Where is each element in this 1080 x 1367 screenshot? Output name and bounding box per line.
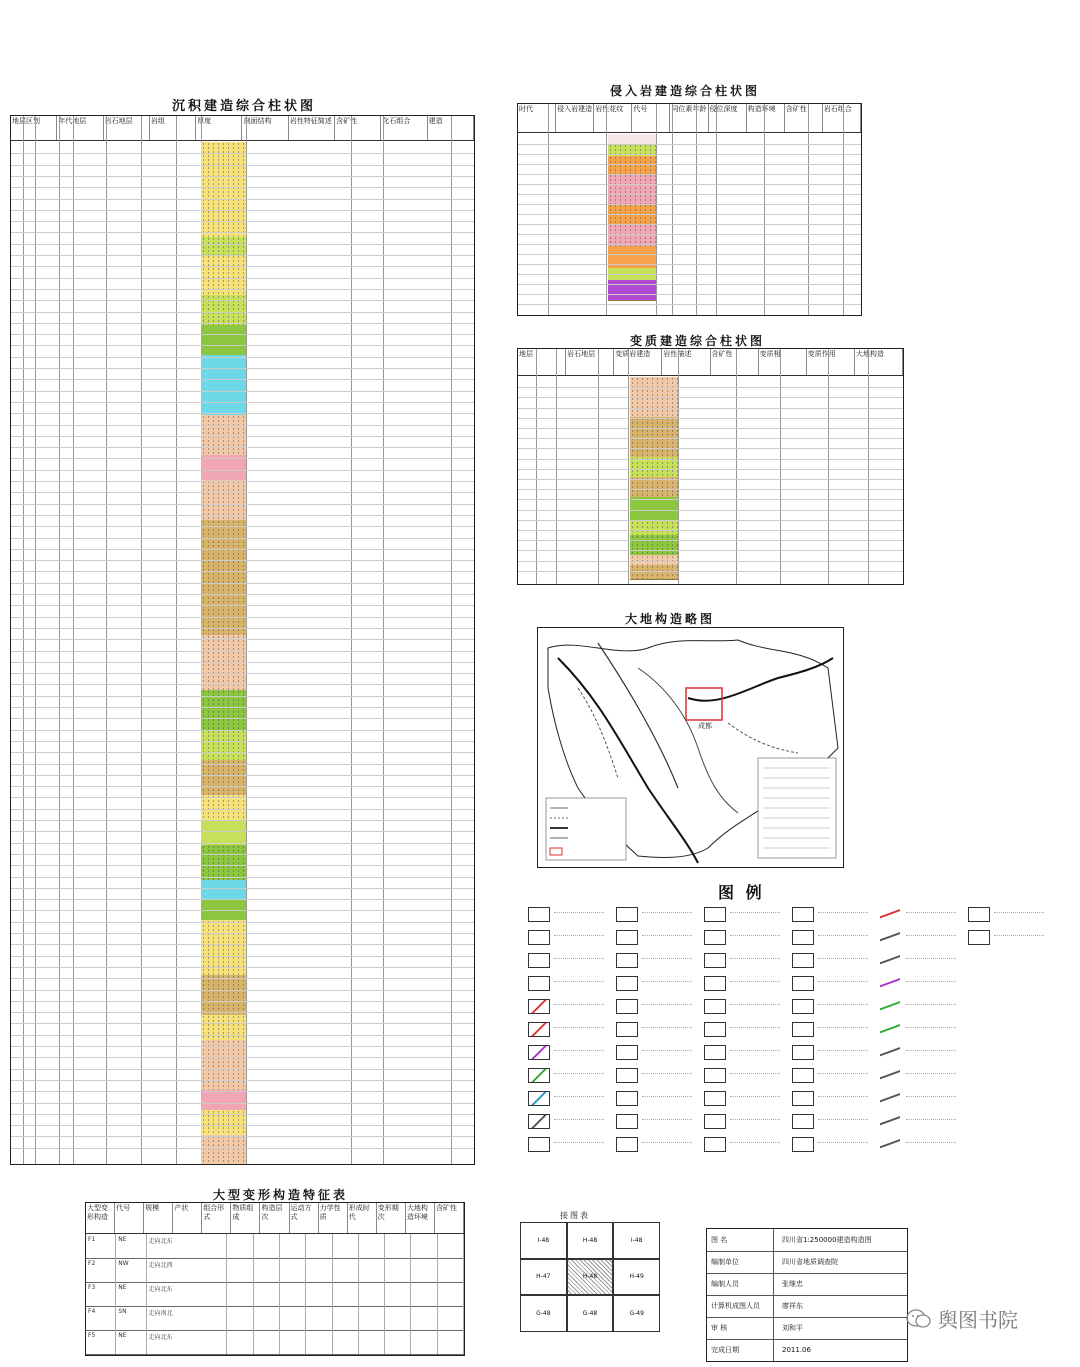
legend-symbol (616, 1137, 638, 1152)
legend-symbol (704, 953, 726, 968)
legend-symbol (704, 1022, 726, 1037)
intrusive-header-cell: 侵入岩建造 (556, 104, 594, 132)
legend-symbol (880, 1114, 900, 1127)
meta-header-cell: 含矿性 (711, 349, 759, 375)
sed-text-rows (11, 142, 474, 1164)
deform-header-cell: 含矿性 (435, 1203, 464, 1233)
tectonic-map-svg (538, 628, 843, 867)
index-map (520, 1211, 660, 1332)
deform-header-cell: 形成时代 (348, 1203, 377, 1233)
meta-header-cell: 岩性描述 (662, 349, 710, 375)
legend-grid (528, 907, 1068, 1157)
legend-symbol (792, 1137, 814, 1152)
legend-symbol (704, 1091, 726, 1106)
legend-symbol (792, 930, 814, 945)
legend-symbol (616, 1114, 638, 1129)
legend-symbol (616, 1045, 638, 1060)
legend-symbol (704, 976, 726, 991)
sed-header-cell: 地层区划 (11, 116, 57, 140)
tectonic-marker: 成都 (698, 722, 712, 730)
intrusive-header-cell: 代号 (632, 104, 670, 132)
legend-symbol (880, 930, 900, 943)
legend-symbol (704, 1045, 726, 1060)
intrusive-title: 侵入岩建造综合柱状图 (610, 84, 761, 98)
tectonic-title: 大地构造略图 (625, 612, 716, 626)
intrusive-header-cell: 同位素年龄 (670, 104, 708, 132)
legend-symbol (616, 1068, 638, 1083)
deform-header-cell: 大地构造环境 (406, 1203, 435, 1233)
intrusive-header-cell: 构造环境 (747, 104, 785, 132)
legend-symbol (704, 1114, 726, 1129)
legend-symbol (880, 999, 900, 1012)
legend-symbol (968, 907, 990, 922)
deform-header-cell: 力学性质 (319, 1203, 348, 1233)
intrusive-header-row (518, 104, 861, 133)
meta-header-row (518, 349, 903, 376)
deform-table-row: F3 NE 走向北东 (86, 1282, 464, 1307)
meta-title: 变质建造综合柱状图 (630, 334, 766, 348)
legend-symbol (616, 1022, 638, 1037)
legend-symbol (528, 1068, 550, 1083)
deform-table-row: F1 NE 走向北东 (86, 1234, 464, 1259)
legend-symbol (792, 907, 814, 922)
intrusive-header-cell: 时代 (518, 104, 556, 132)
intrusive-header-cell: 岩石组合 (823, 104, 861, 132)
legend-symbol (880, 953, 900, 966)
legend-symbol (792, 953, 814, 968)
legend-symbol (792, 976, 814, 991)
deform-table-row: F2 NW 走向北西 (86, 1258, 464, 1283)
sed-header-cell: 剖面结构 (242, 116, 288, 140)
legend-symbol (528, 953, 550, 968)
index-sheet: I-48 (520, 1222, 567, 1259)
deform-table-row: F5 NE 走向北东 (86, 1330, 464, 1355)
tectonic-map (537, 627, 844, 868)
index-sheet: H-48 (567, 1222, 614, 1259)
deform-header-cell: 大型变形构造 (86, 1203, 115, 1233)
legend-symbol (528, 1022, 550, 1037)
index-sheet: H-48 (567, 1259, 614, 1296)
legend-symbol (880, 1091, 900, 1104)
legend-symbol (880, 1068, 900, 1081)
legend-symbol (704, 1137, 726, 1152)
deform-header-cell: 组合形式 (202, 1203, 231, 1233)
credits-row: 编制人员 张继忠 (707, 1273, 907, 1296)
legend-symbol (792, 1091, 814, 1106)
legend-symbol (792, 1114, 814, 1129)
wechat-icon (906, 1308, 932, 1330)
deform-header-cell: 运动方式 (290, 1203, 319, 1233)
credits-row: 完成日期 2011.06 (707, 1339, 907, 1362)
sed-header-cell: 含矿性 (335, 116, 381, 140)
sed-header-cell: 化石组合 (381, 116, 427, 140)
meta-header-cell: 变质岩建造 (614, 349, 662, 375)
legend-symbol (704, 999, 726, 1014)
deform-header-cell: 规模 (144, 1203, 173, 1233)
meta-column-chart (517, 348, 904, 585)
meta-header-cell: 变质相 (759, 349, 807, 375)
legend-symbol (528, 1045, 550, 1060)
legend-symbol (792, 1022, 814, 1037)
intrusive-header-cell: 侵位深度 (709, 104, 747, 132)
sed-header-cell: 岩石地层 (104, 116, 150, 140)
sed-header-cell: 年代地层 (57, 116, 103, 140)
meta-header-cell: 岩石地层 (566, 349, 614, 375)
legend-symbol (616, 930, 638, 945)
index-sheet: G-48 (567, 1295, 614, 1332)
legend-symbol (528, 1114, 550, 1129)
legend-symbol (616, 1091, 638, 1106)
sed-header-cell: 建造 (428, 116, 474, 140)
legend-symbol (528, 999, 550, 1014)
legend-symbol (880, 1137, 900, 1150)
legend-symbol (792, 999, 814, 1014)
legend-symbol (880, 1022, 900, 1035)
deform-header-cell: 构造层次 (260, 1203, 289, 1233)
deform-header-cell: 产状 (173, 1203, 202, 1233)
index-title: 接图表 (560, 1211, 590, 1220)
intrusive-header-cell: 岩性花纹 (594, 104, 632, 132)
sed-header-cell: 厚度 (196, 116, 242, 140)
legend-symbol (528, 1137, 550, 1152)
deform-header-cell: 变形期次 (377, 1203, 406, 1233)
legend-symbol (528, 907, 550, 922)
legend-symbol (528, 1091, 550, 1106)
study-area-box (686, 688, 722, 720)
intrusive-column-chart (517, 103, 862, 316)
sed-header-cell: 岩性特征简述 (289, 116, 335, 140)
deform-title: 大型变形构造特征表 (213, 1188, 349, 1202)
legend-symbol (968, 930, 990, 945)
legend-title: 图 例 (718, 883, 765, 902)
index-sheet: I-48 (613, 1222, 660, 1259)
meta-header-cell: 变质作用 (807, 349, 855, 375)
watermark (906, 1304, 1018, 1333)
legend-symbol (616, 976, 638, 991)
credits-row: 图 名 四川省1:250000建造构造图 (707, 1229, 907, 1252)
legend-symbol (616, 953, 638, 968)
sed-header-cell: 岩组 (150, 116, 196, 140)
index-sheet: G-48 (520, 1295, 567, 1332)
legend-symbol (704, 930, 726, 945)
deform-header-cell: 物质组成 (231, 1203, 260, 1233)
legend-symbol (704, 907, 726, 922)
sed-header-row (11, 116, 474, 141)
legend-symbol (880, 1045, 900, 1058)
deform-header-row (86, 1203, 464, 1234)
credits-block (706, 1228, 908, 1362)
meta-header-cell: 地层 (518, 349, 566, 375)
deform-table (85, 1202, 465, 1356)
index-sheet: H-47 (520, 1259, 567, 1296)
legend-symbol (528, 976, 550, 991)
sed-column-chart (10, 115, 475, 1165)
deform-header-cell: 代号 (115, 1203, 144, 1233)
index-sheet: H-49 (613, 1259, 660, 1296)
legend-symbol (880, 907, 900, 920)
watermark-text: 舆图书院 (938, 1308, 1018, 1332)
legend-symbol (792, 1068, 814, 1083)
legend-symbol (616, 999, 638, 1014)
credits-row: 计算机成图人员 廖祥东 (707, 1295, 907, 1318)
credits-row: 编制单位 四川省地质调查院 (707, 1251, 907, 1274)
legend-symbol (792, 1045, 814, 1060)
legend-symbol (880, 976, 900, 989)
index-sheet: G-49 (613, 1295, 660, 1332)
deform-table-row: F4 SN 走向南北 (86, 1306, 464, 1331)
legend-symbol (528, 930, 550, 945)
meta-header-cell: 大地构造 (855, 349, 903, 375)
intrusive-header-cell: 含矿性 (785, 104, 823, 132)
credits-row: 审 核 刘和平 (707, 1317, 907, 1340)
legend-symbol (704, 1068, 726, 1083)
legend-symbol (616, 907, 638, 922)
sed-title: 沉积建造综合柱状图 (172, 99, 317, 114)
